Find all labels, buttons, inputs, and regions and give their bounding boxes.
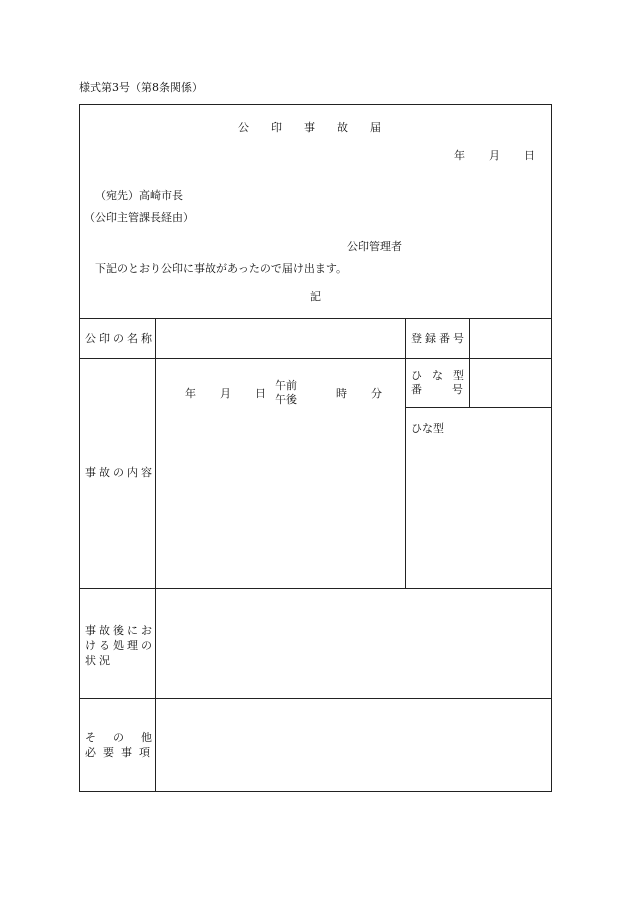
registration-number-field[interactable] — [474, 322, 548, 354]
title-char: 事 — [304, 121, 315, 134]
row-divider — [79, 318, 552, 319]
ki-label: 記 — [310, 290, 321, 303]
template-imprint-area[interactable] — [410, 440, 548, 583]
row-divider — [405, 407, 552, 408]
date-month[interactable]: 月 — [489, 149, 500, 162]
incident-am[interactable]: 午前 — [275, 379, 297, 392]
incident-minute[interactable]: 分 — [371, 387, 382, 400]
incident-month[interactable]: 月 — [220, 387, 231, 400]
template-number-label: ひな型 — [411, 369, 474, 382]
incident-label: 事故の内容 — [85, 466, 155, 479]
seal-name-label: 公印の名称 — [85, 332, 155, 345]
after-incident-label: 状況 — [85, 654, 113, 667]
registration-number-label: 登録番号 — [411, 332, 467, 345]
after-incident-label: ける処理の — [85, 639, 155, 652]
manager-label[interactable]: 公印管理者 — [347, 240, 402, 253]
other-matters-field[interactable] — [160, 702, 548, 788]
form-title — [238, 122, 381, 133]
incident-details-field[interactable] — [160, 412, 400, 582]
title-char: 印 — [271, 121, 282, 134]
date-year[interactable]: 年 — [454, 149, 465, 162]
template-label: ひな型 — [411, 422, 444, 435]
addressee: （宛先）高崎市長 — [95, 189, 183, 202]
other-matters-label: その他 — [85, 731, 169, 744]
after-incident-label: 事故後にお — [85, 624, 155, 637]
incident-day[interactable]: 日 — [255, 387, 266, 400]
seal-name-field[interactable] — [160, 322, 400, 354]
row-divider — [79, 358, 552, 359]
form-number: 様式第3号（第8条関係） — [79, 81, 203, 94]
template-number-label: 番号 — [411, 383, 493, 396]
row-divider — [79, 698, 552, 699]
other-matters-label: 必要事項 — [85, 746, 157, 759]
title-char: 故 — [337, 121, 348, 134]
incident-hour[interactable]: 時 — [336, 387, 347, 400]
column-divider — [155, 318, 156, 792]
template-number-field[interactable] — [474, 362, 548, 402]
incident-year[interactable]: 年 — [185, 387, 196, 400]
title-char: 届 — [370, 121, 381, 134]
via-line: （公印主管課長経由） — [84, 211, 194, 224]
date-day[interactable]: 日 — [524, 149, 535, 162]
after-incident-field[interactable] — [160, 592, 548, 694]
incident-pm[interactable]: 午後 — [275, 393, 297, 406]
title-char: 公 — [238, 121, 249, 134]
row-divider — [79, 588, 552, 589]
statement: 下記のとおり公印に事故があったので届け出ます。 — [95, 262, 348, 275]
column-divider — [405, 318, 406, 588]
